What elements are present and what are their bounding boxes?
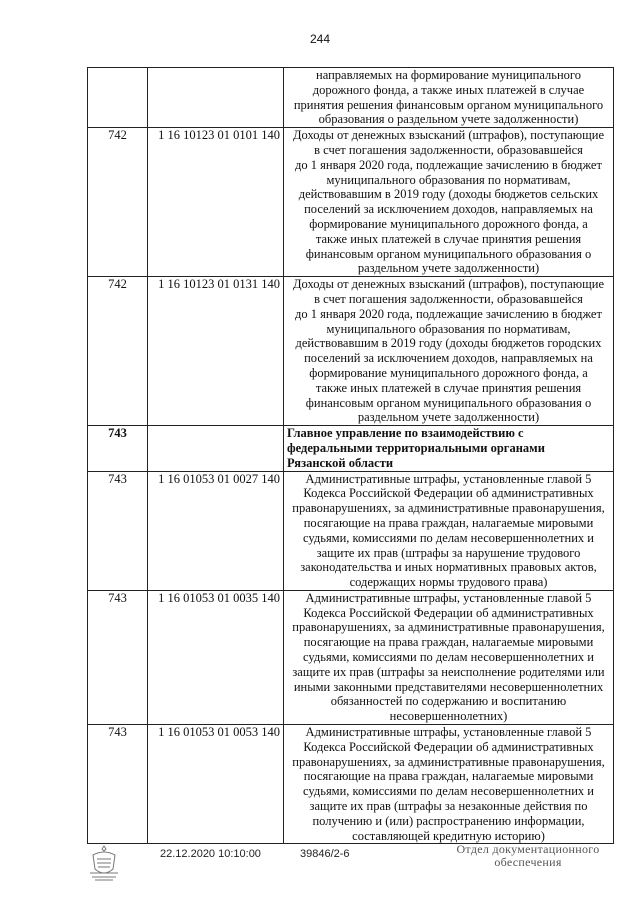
description-cell xyxy=(284,426,614,471)
description-cell xyxy=(284,277,614,426)
description-line: до 1 января 2020 года, подлежащие зачислению в бюджет xyxy=(295,306,602,321)
footer-doc-number: 39846/2-6 xyxy=(300,848,350,860)
description-line: защите их прав (штрафы за незаконные действия по xyxy=(309,799,588,814)
admin-code-cell: 743 xyxy=(88,426,148,471)
admin-code-cell xyxy=(88,68,148,128)
stamp-line: Отдел документационного xyxy=(456,842,600,856)
description-line: Кодекса Российской Федерации об административных xyxy=(303,486,594,501)
description-line: поселений за исключением доходов, направляемых на xyxy=(304,202,593,217)
description-line: муниципального образования по нормативам, xyxy=(326,321,571,336)
description-line: Главное управление по взаимодействию с xyxy=(287,426,524,441)
description-line: иными законными представителями несовершеннолетних xyxy=(293,679,604,694)
table-row xyxy=(88,277,614,426)
description-line: несовершеннолетних) xyxy=(389,709,508,724)
description-line: получению и (или) распространению информации, xyxy=(312,813,585,828)
admin-code-cell: 743 xyxy=(88,471,148,590)
description-line: посягающие на права граждан, налагаемые мировыми xyxy=(303,635,594,650)
description-line: действовавшим в 2019 году (доходы бюджетов городских xyxy=(295,336,602,351)
description-line: раздельном учете задолженности) xyxy=(357,410,540,425)
budget-code-cell xyxy=(148,426,284,471)
table-row xyxy=(88,725,614,844)
table-row xyxy=(88,590,614,724)
description-line: Административные штрафы, установленные главой 5 xyxy=(305,725,592,740)
description-cell xyxy=(284,68,614,128)
description-line: законодательства и иных нормативных правовых актов, xyxy=(300,560,597,575)
table-row xyxy=(88,471,614,590)
budget-code-cell: 1 16 10123 01 0131 140 xyxy=(148,277,284,426)
admin-code-cell: 743 xyxy=(88,725,148,844)
description-line: финансовым органом муниципального образования о xyxy=(305,246,592,261)
description-cell xyxy=(284,471,614,590)
description-cell xyxy=(284,590,614,724)
table-row xyxy=(88,426,614,471)
description-line: муниципального образования по нормативам, xyxy=(326,172,571,187)
description-line: Доходы от денежных взысканий (штрафов), поступающие xyxy=(293,128,604,143)
description-line: федеральными территориальными органами xyxy=(287,440,545,455)
budget-code-cell: 1 16 01053 01 0035 140 xyxy=(148,590,284,724)
description-line: посягающие на права граждан, налагаемые мировыми xyxy=(303,769,594,784)
description-line: направляемых на формирование муниципального xyxy=(316,68,581,82)
description-line: также иных платежей в случае принятия решения xyxy=(315,231,582,246)
admin-code-cell: 742 xyxy=(88,277,148,426)
footer-datetime: 22.12.2020 10:10:00 xyxy=(160,848,261,860)
description-line: также иных платежей в случае принятия решения xyxy=(315,380,582,395)
description-line: составляющей кредитную историю) xyxy=(352,828,545,843)
description-line: в счет погашения задолженности, образовавшейся xyxy=(314,291,583,306)
description-line: дорожного фонда, а также иных платежей в случае xyxy=(312,82,585,97)
description-line: обязанностей по содержанию и воспитанию xyxy=(330,694,567,709)
budget-code-cell: 1 16 01053 01 0027 140 xyxy=(148,471,284,590)
description-line: правонарушениях, за административные правонарушения, xyxy=(292,620,605,635)
description-line: Кодекса Российской Федерации об административных xyxy=(303,739,594,754)
description-cell xyxy=(284,128,614,277)
description-line: образования о раздельном учете задолженности) xyxy=(318,112,579,127)
description-line: судьями, комиссиями по делам несовершеннолетних и xyxy=(303,530,594,545)
description-line: защите их прав (штрафы за нарушение трудового xyxy=(316,545,581,560)
description-line: судьями, комиссиями по делам несовершеннолетних и xyxy=(303,650,594,665)
description-line: в счет погашения задолженности, образовавшейся xyxy=(314,142,583,157)
description-line: Административные штрафы, установленные главой 5 xyxy=(305,590,592,605)
budget-code-cell: 1 16 10123 01 0101 140 xyxy=(148,128,284,277)
description-line: раздельном учете задолженности) xyxy=(357,261,540,276)
description-line: Административные штрафы, установленные главой 5 xyxy=(305,471,592,486)
description-line: посягающие на права граждан, налагаемые мировыми xyxy=(303,515,594,530)
description-line: правонарушениях, за административные правонарушения, xyxy=(292,501,605,516)
stamp-line: обеспечения xyxy=(494,855,562,869)
description-line: поселений за исключением доходов, направляемых на xyxy=(304,351,593,366)
description-line: содержащих нормы трудового права) xyxy=(349,575,548,590)
budget-code-cell: 1 16 01053 01 0053 140 xyxy=(148,725,284,844)
description-line: действовавшим в 2019 году (доходы бюджетов сельских xyxy=(298,187,599,202)
description-cell xyxy=(284,725,614,844)
description-line: Кодекса Российской Федерации об административных xyxy=(303,605,594,620)
description-line: защите их прав (штрафы за неисполнение родителями или xyxy=(292,664,605,679)
admin-code-cell: 743 xyxy=(88,590,148,724)
description-line: до 1 января 2020 года, подлежащие зачислению в бюджет xyxy=(295,157,602,172)
description-line: принятия решения финансовым органом муниципального xyxy=(293,97,604,112)
table-row xyxy=(88,128,614,277)
description-line: формирование муниципального дорожного фонда, а xyxy=(309,365,588,380)
table-row xyxy=(88,68,614,128)
department-stamp xyxy=(448,843,608,869)
budget-code-cell xyxy=(148,68,284,128)
description-line: Доходы от денежных взысканий (штрафов), поступающие xyxy=(293,277,604,292)
description-line: судьями, комиссиями по делам несовершеннолетних и xyxy=(303,784,594,799)
admin-code-cell: 742 xyxy=(88,128,148,277)
coat-of-arms-icon xyxy=(85,843,123,883)
revenue-classification-table xyxy=(87,67,614,844)
description-line: финансовым органом муниципального образования о xyxy=(305,395,592,410)
description-line: правонарушениях, за административные правонарушения, xyxy=(292,754,605,769)
description-line: Рязанской области xyxy=(287,455,394,470)
description-line: формирование муниципального дорожного фонда, а xyxy=(309,216,588,231)
page-number: 244 xyxy=(309,32,331,46)
